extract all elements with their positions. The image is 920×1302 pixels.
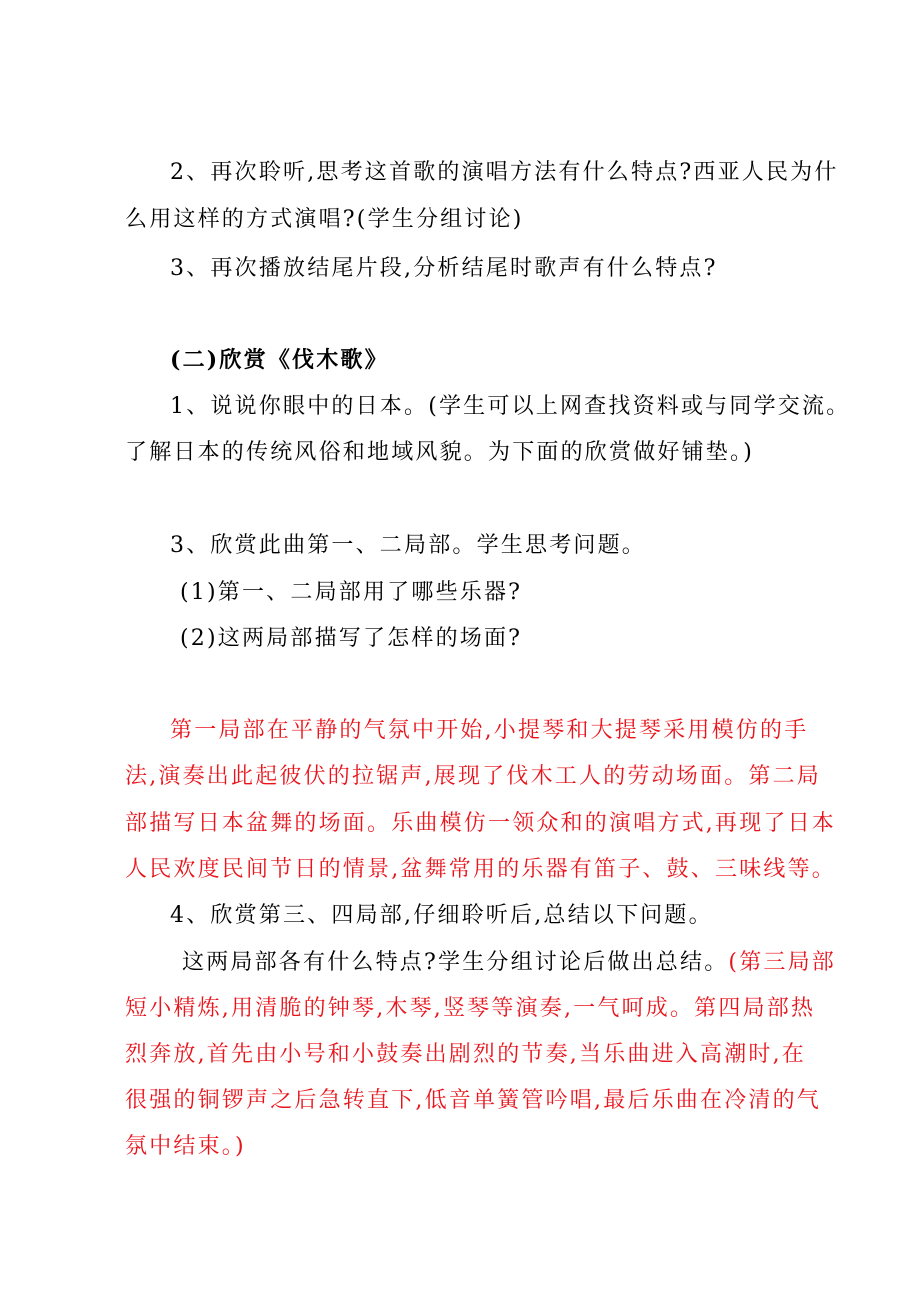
answer-2-start: (第三局部 xyxy=(728,950,836,975)
question-2-text: 这两局部各有什么特点?学生分组讨论后做出总结。 xyxy=(182,950,729,975)
answer-2-line: 烈奔放,首先由小号和小鼓奏出剧烈的节奏,当乐曲进入高潮时,在 xyxy=(125,1042,806,1067)
answer-2-line: 很强的铜锣声之后急转直下,低音单簧管吟唱,最后乐曲在冷清的气 xyxy=(125,1088,821,1113)
answer-2-line: 短小精炼,用清脆的钟琴,木琴,竖琴等演奏,一气呵成。第四局部热 xyxy=(125,996,816,1021)
question-1: (1)第一、二局部用了哪些乐器? xyxy=(180,580,523,605)
answer-1-line: 第一局部在平静的气氛中开始,小提琴和大提琴采用模仿的手 xyxy=(170,718,809,743)
answer-1-line: 法,演奏出此起彼伏的拉锯声,展现了伐木工人的劳动场面。第二局 xyxy=(125,764,821,789)
answer-1-line: 人民欢度民间节日的情景,盆舞常用的乐器有笛子、鼓、三味线等。 xyxy=(125,857,836,882)
answer-2-line: 氛中结束。) xyxy=(125,1134,246,1159)
item-2-line-2: 么用这样的方式演唱?(学生分组讨论) xyxy=(125,207,524,232)
answer-1-line: 部描写日本盆舞的场面。乐曲模仿一领众和的演唱方式,再现了日本 xyxy=(125,811,836,836)
item-3: 3、再次播放结尾片段,分析结尾时歌声有什么特点? xyxy=(170,256,718,281)
item-3-listen: 3、欣赏此曲第一、二局部。学生思考问题。 xyxy=(170,533,646,558)
section-heading: (二)欣赏《伐木歌》 xyxy=(170,347,389,373)
item-4: 4、欣赏第三、四局部,仔细聆听后,总结以下问题。 xyxy=(170,903,713,928)
question-2: (2)这两局部描写了怎样的场面? xyxy=(180,626,523,651)
question-2-row xyxy=(182,948,836,978)
item-2-line-1: 2、再次聆听,思考这首歌的演唱方法有什么特点?西亚人民为什 xyxy=(170,160,839,185)
item-1-line-1: 1、说说你眼中的日本。(学生可以上网查找资料或与同学交流。 xyxy=(170,394,851,419)
item-1-line-2: 了解日本的传统风俗和地域风貌。为下面的欣赏做好铺垫。) xyxy=(125,440,754,465)
